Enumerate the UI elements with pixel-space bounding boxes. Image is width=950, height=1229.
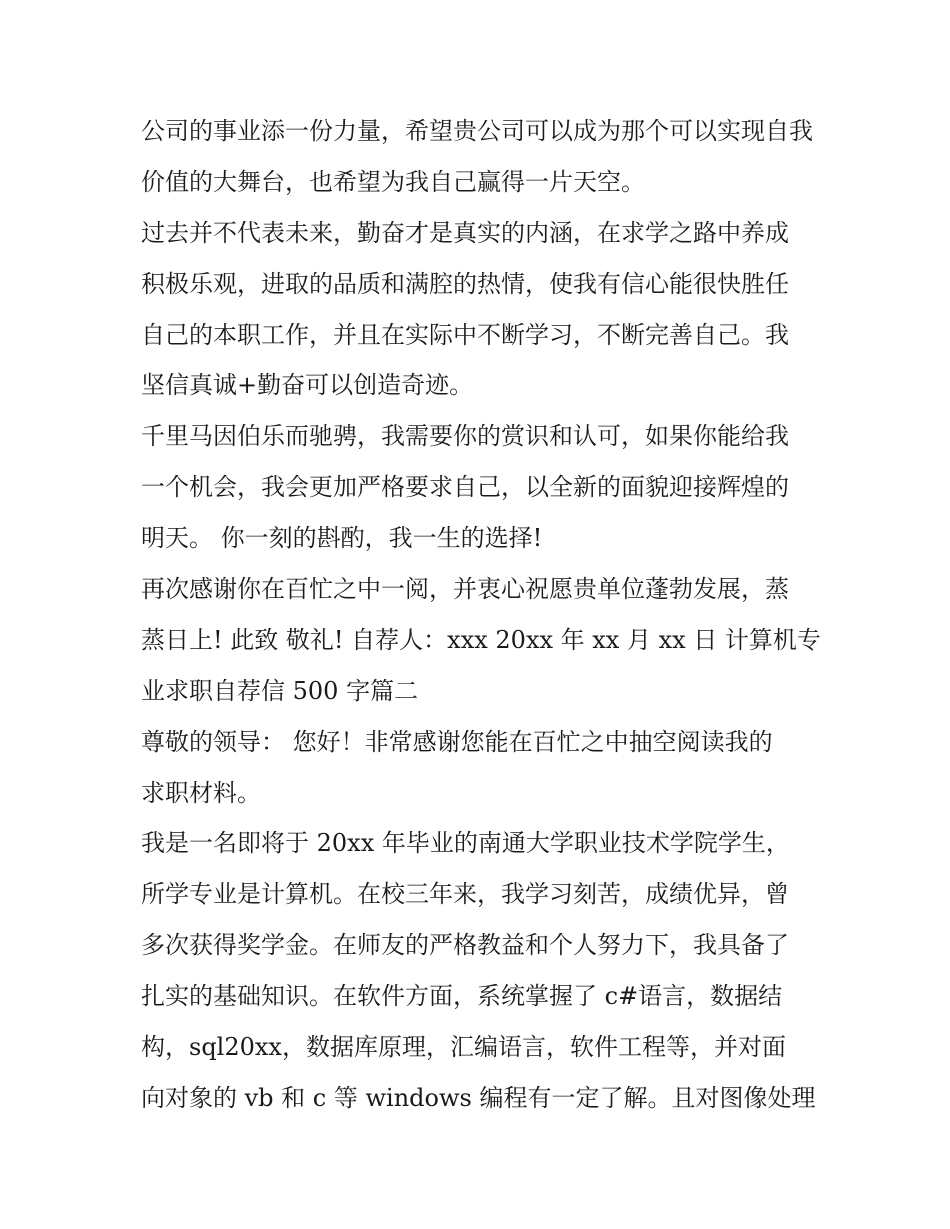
text-line: 所学专业是计算机。在校三年来，我学习刻苦，成绩优异，曾 bbox=[141, 880, 789, 909]
text-line: 尊敬的领导： 您好！非常感谢您能在百忙之中抽空阅读我的 bbox=[141, 727, 773, 756]
text-line: 蒸日上! 此致 敬礼! 自荐人：xxx 20xx 年 xx 月 xx 日 计算机专 bbox=[141, 625, 821, 654]
text-line: 我是一名即将于 20xx 年毕业的南通大学职业技术学院学生， bbox=[141, 829, 790, 858]
text-line: 价值的大舞台，也希望为我自己赢得一片天空。 bbox=[141, 167, 645, 196]
text-line: 再次感谢你在百忙之中一阅，并衷心祝愿贵单位蓬勃发展，蒸 bbox=[141, 575, 789, 604]
text-line: 千里马因伯乐而驰骋，我需要你的赏识和认可，如果你能给我 bbox=[141, 422, 789, 451]
text-line: 扎实的基础知识。在软件方面，系统掌握了 c#语言，数据结 bbox=[141, 982, 783, 1011]
text-line: 自己的本职工作，并且在实际中不断学习，不断完善自己。我 bbox=[141, 320, 789, 349]
text-line: 业求职自荐信 500 字篇二 bbox=[141, 676, 419, 705]
text-line: 多次获得奖学金。在师友的严格教益和个人努力下，我具备了 bbox=[141, 931, 789, 960]
text-line: 过去并不代表未来，勤奋才是真实的内涵，在求学之路中养成 bbox=[141, 218, 789, 247]
text-line: 向对象的 vb 和 c 等 windows 编程有一定了解。且对图像处理 bbox=[141, 1083, 816, 1112]
text-line: 一个机会，我会更加严格要求自己，以全新的面貌迎接辉煌的 bbox=[141, 473, 789, 502]
text-line: 积极乐观，进取的品质和满腔的热情，使我有信心能很快胜任 bbox=[141, 269, 789, 298]
text-line: 求职材料。 bbox=[141, 778, 261, 807]
text-line: 构，sql20xx，数据库原理，汇编语言，软件工程等，并对面 bbox=[141, 1033, 786, 1062]
text-line: 明天。 你一刻的斟酌，我一生的选择! bbox=[141, 524, 543, 553]
text-line: 公司的事业添一份力量，希望贵公司可以成为那个可以实现自我 bbox=[141, 117, 813, 145]
text-line: 坚信真诚+勤奋可以创造奇迹。 bbox=[141, 371, 474, 400]
document-body bbox=[141, 106, 821, 1124]
